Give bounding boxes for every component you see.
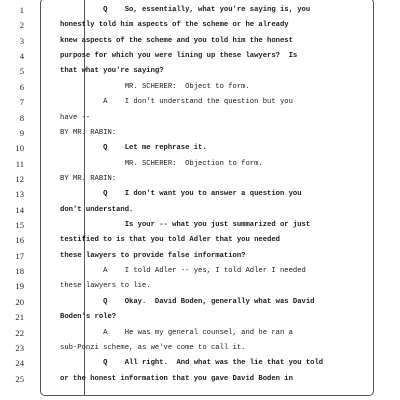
line-text: BY MR. RABIN:: [60, 174, 117, 183]
transcript-line: [0, 218, 400, 233]
line-text: or the honest information that you gave David Boden in: [60, 374, 293, 383]
transcript-line: [0, 295, 400, 310]
line-text: A He was my general counsel, and he ran a: [60, 328, 293, 337]
line-number: 19: [15, 281, 24, 292]
transcript-line: [0, 157, 400, 172]
line-text: Is your -- what you just summarized or just: [60, 221, 311, 230]
line-number: 6: [19, 81, 24, 92]
line-number: 12: [15, 173, 24, 184]
line-number: 20: [15, 296, 24, 307]
transcript-line: [0, 203, 400, 218]
transcript-line: [0, 372, 400, 387]
transcript-line: [0, 95, 400, 110]
line-number: 24: [15, 358, 24, 369]
line-number: 18: [15, 266, 24, 277]
transcript-line: [0, 187, 400, 202]
line-text: that what you're saying?: [60, 67, 164, 76]
line-text: Q Okay. David Boden, generally what was David: [60, 297, 315, 306]
transcript-line: [0, 233, 400, 248]
line-number: 23: [15, 342, 24, 353]
transcript-line: [0, 310, 400, 325]
line-number: 13: [15, 189, 24, 200]
line-text: BY MR. RABIN:: [60, 128, 117, 137]
transcript-line: [0, 64, 400, 79]
line-number: 8: [19, 112, 24, 123]
transcript-line: [0, 279, 400, 294]
line-text: Q All right. And what was the lie that you told: [60, 359, 324, 368]
line-text: don't understand.: [60, 205, 134, 214]
transcript-line: [0, 18, 400, 33]
line-text: A I told Adler -- yes, I told Adler I needed: [60, 267, 306, 276]
line-text: these lawyers to provide false information?: [60, 251, 246, 260]
line-text: purpose for which you were lining up these lawyers? Is: [60, 52, 298, 61]
transcript-line: [0, 49, 400, 64]
line-text: MR. SCHERER: Objection to form.: [60, 159, 263, 168]
transcript-line: [0, 264, 400, 279]
line-text: Boden's role?: [60, 313, 117, 322]
line-number: 2: [19, 20, 24, 31]
line-number: 14: [15, 204, 24, 215]
line-text: have --: [60, 113, 91, 122]
transcript-line: [0, 249, 400, 264]
transcript-line: [0, 3, 400, 18]
line-text: Q So, essentially, what you're saying is, you: [60, 6, 311, 14]
line-number: 10: [15, 143, 24, 154]
line-text: these lawyers to lie.: [60, 282, 151, 291]
transcript-line: [0, 80, 400, 95]
line-text: knew aspects of the scheme and you told him the honest: [60, 36, 293, 45]
transcript-line: [0, 341, 400, 356]
line-text: testified to is that you told Adler that you needed: [60, 236, 280, 245]
line-text: honestly told him aspects of the scheme or he already: [60, 21, 289, 30]
line-number: 17: [15, 250, 24, 261]
line-text: Q I don't want you to answer a question you: [60, 190, 302, 199]
line-number: 21: [15, 312, 24, 323]
transcript-line: [0, 356, 400, 371]
transcript-line: [0, 141, 400, 156]
transcript-line: [0, 172, 400, 187]
transcript-line: [0, 126, 400, 141]
line-number: 7: [19, 97, 24, 108]
line-number: 22: [15, 327, 24, 338]
line-number: 11: [15, 158, 24, 169]
transcript-line: [0, 34, 400, 49]
line-text: Q Let me rephrase it.: [60, 144, 207, 153]
line-text: MR. SCHERER: Object to form.: [60, 82, 250, 91]
line-number: 15: [15, 220, 24, 231]
line-text: A I don't understand the question but you: [60, 98, 293, 107]
line-number: 4: [19, 51, 24, 62]
line-number: 9: [19, 127, 24, 138]
line-number: 16: [15, 235, 24, 246]
line-number: 5: [19, 66, 24, 77]
transcript-line: [0, 326, 400, 341]
transcript-line: [0, 111, 400, 126]
line-text: sub-Ponzi scheme, as we've come to call it.: [60, 343, 246, 352]
line-number: 1: [19, 5, 24, 15]
line-number: 25: [15, 373, 24, 384]
line-number: 3: [19, 35, 24, 46]
